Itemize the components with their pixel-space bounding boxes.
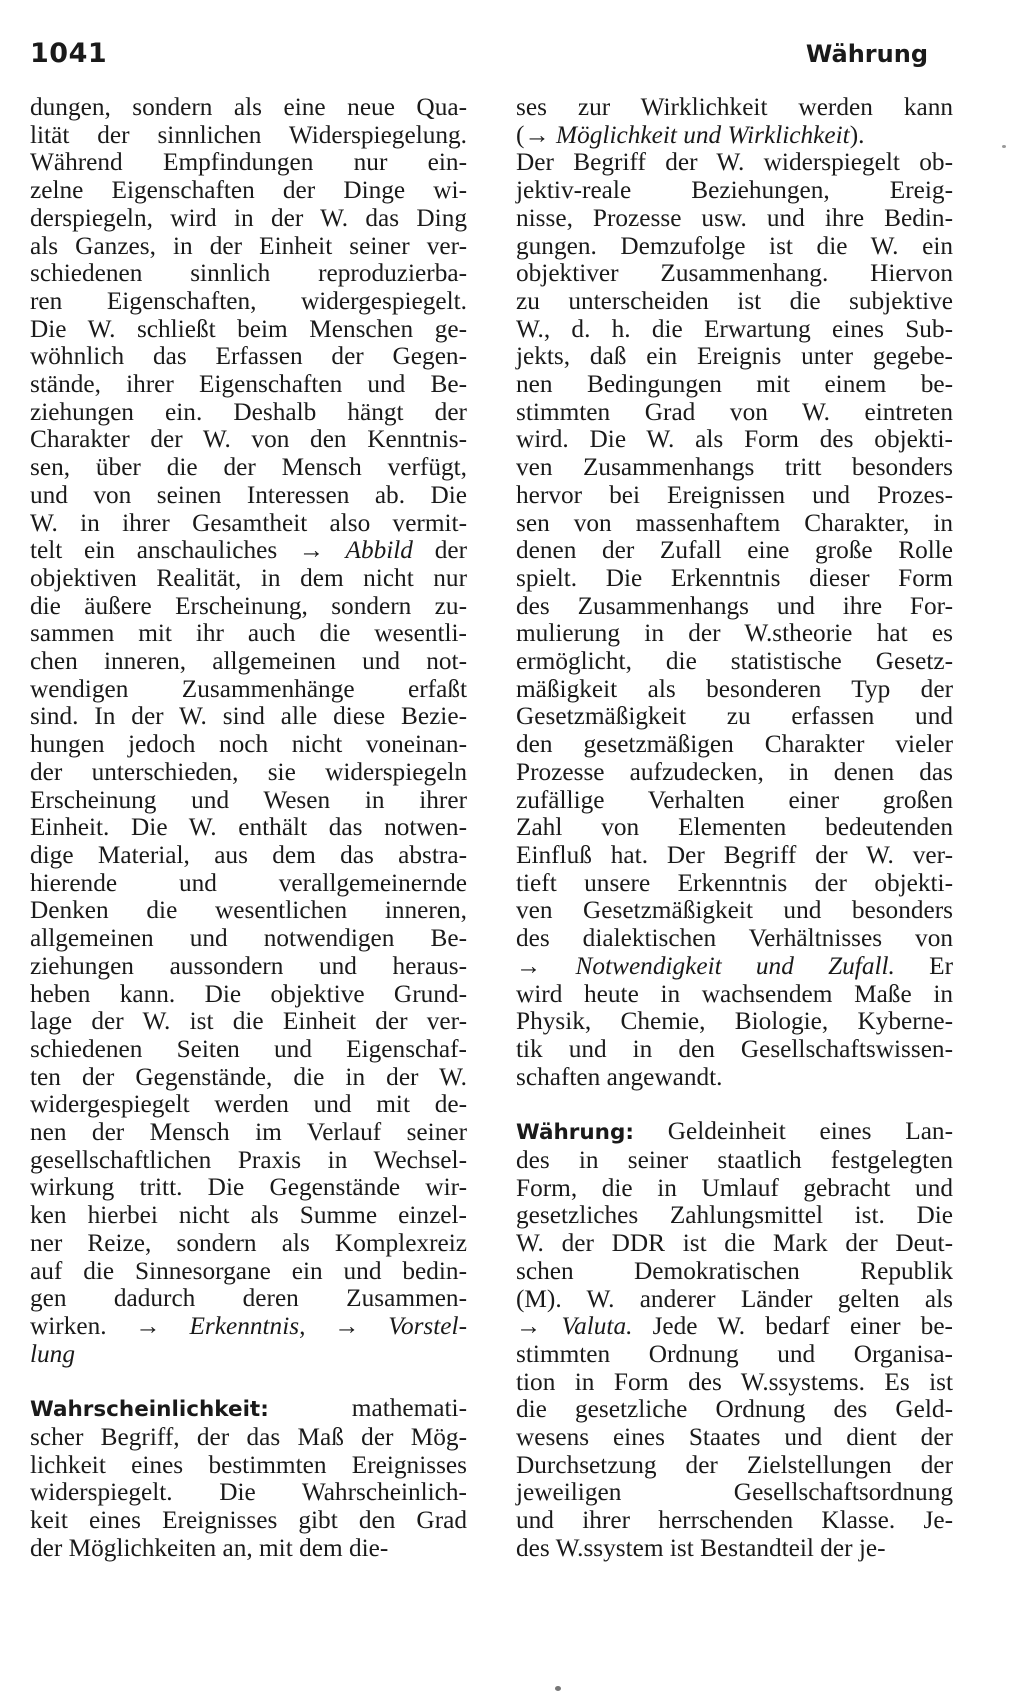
text-run: ven Gesetzmäßigkeit und besonders xyxy=(516,896,953,925)
text-run: Gesetzmäßigkeit zu erfassen und xyxy=(516,702,953,731)
text-run: nisse, Prozesse usw. und ihre Bedin- xyxy=(516,203,953,232)
text-line xyxy=(516,233,953,261)
text-line xyxy=(516,593,953,621)
text-line xyxy=(30,1258,467,1286)
text-line xyxy=(516,454,953,482)
text-run: stände, ihrer Eigenschaften und Be- xyxy=(30,370,467,399)
text-run: Einfluß hat. Der Begriff der W. ver- xyxy=(516,840,953,869)
text-line xyxy=(516,316,953,344)
text-run: Einheit. Die W. enthält das notwen- xyxy=(30,813,467,842)
text-line xyxy=(516,1507,953,1535)
cross-reference: → Notwendigkeit und Zufall. xyxy=(516,951,895,980)
text-line xyxy=(516,288,953,316)
text-run: hierende und verallgemeinernde xyxy=(30,868,467,897)
right-column xyxy=(516,94,953,1563)
text-run: schiedenen sinnlich reproduzierba- xyxy=(30,259,467,288)
entry-keyword: Währung: xyxy=(516,1120,634,1146)
text-line xyxy=(516,897,953,925)
text-run: wirken. xyxy=(30,1311,136,1340)
text-run: schiedenen Seiten und Eigenschaf- xyxy=(30,1034,467,1063)
text-line xyxy=(516,1258,953,1286)
text-line xyxy=(516,1369,953,1397)
text-line xyxy=(516,122,953,150)
page-number: 1041 xyxy=(30,38,108,69)
text-line xyxy=(30,233,467,261)
text-run: gungen. Demzufolge ist die W. ein xyxy=(516,231,953,260)
text-run: dige Material, aus dem das abstra- xyxy=(30,840,467,869)
text-run: allgemeinen und notwendigen Be- xyxy=(30,924,467,953)
text-line xyxy=(516,1341,953,1369)
text-line xyxy=(516,426,953,454)
text-run: denen der Zufall eine große Rolle xyxy=(516,536,953,565)
text-line xyxy=(30,1036,467,1064)
text-run: sen, über die der Mensch verfügt, xyxy=(30,453,467,482)
text-run: Durchsetzung der Zielstellungen der xyxy=(516,1450,953,1479)
text-line xyxy=(516,1452,953,1480)
text-run: lität der sinnlichen Widerspiegelung. xyxy=(30,120,467,149)
cross-reference: → Abbild xyxy=(298,536,413,565)
text-line xyxy=(30,122,467,150)
text-line xyxy=(30,1091,467,1119)
text-run: stimmten Ordnung und Organisa- xyxy=(516,1339,953,1368)
text-run: spielt. Die Erkenntnis dieser Form xyxy=(516,563,953,592)
text-run: wird heute in wachsendem Maße in xyxy=(516,979,953,1008)
text-line xyxy=(30,1395,467,1424)
text-run: der unterschieden, sie widerspiegeln xyxy=(30,757,467,786)
text-line xyxy=(516,842,953,870)
text-run: Die W. schließt beim Menschen ge- xyxy=(30,314,467,343)
cross-reference: → Möglichkeit und Wirklichkeit xyxy=(524,120,850,149)
text-line xyxy=(30,1313,467,1341)
text-line xyxy=(516,648,953,676)
text-line xyxy=(516,343,953,371)
text-run: ziehungen aussondern und heraus- xyxy=(30,951,467,980)
text-run: des W.ssystem ist Bestandteil der je- xyxy=(516,1533,886,1562)
text-run: auf die Sinnesorgane ein und bedin- xyxy=(30,1256,467,1285)
text-line xyxy=(30,149,467,177)
text-line xyxy=(30,454,467,482)
text-line xyxy=(30,565,467,593)
text-run: objektiver Zusammenhang. Hiervon xyxy=(516,259,953,288)
text-run: die gesetzliche Ordnung des Geld- xyxy=(516,1395,953,1424)
text-line xyxy=(30,897,467,925)
text-run: tion in Form des W.ssystems. Es ist xyxy=(516,1367,953,1396)
text-run: tieft unsere Erkenntnis der objekti- xyxy=(516,868,953,897)
text-run: Jede W. bedarf einer be- xyxy=(632,1312,953,1341)
text-run: hungen jedoch noch nicht voneinan- xyxy=(30,730,467,759)
text-line xyxy=(30,648,467,676)
text-run: (M). W. anderer Länder gelten als xyxy=(516,1284,953,1313)
text-run: nen der Mensch im Verlauf seiner xyxy=(30,1118,467,1147)
text-line xyxy=(516,1175,953,1203)
text-run: ken hierbei nicht als Summe einzel- xyxy=(30,1201,467,1230)
text-run: Er xyxy=(894,951,953,980)
text-line xyxy=(30,620,467,648)
text-run: der xyxy=(412,536,468,565)
text-line xyxy=(516,787,953,815)
text-run: stimmten Grad von W. eintreten xyxy=(516,397,953,426)
text-line xyxy=(30,842,467,870)
running-head: Währung xyxy=(805,40,928,68)
text-line xyxy=(516,1118,953,1147)
text-run: als Ganzes, in der Einheit seiner ver- xyxy=(30,231,467,260)
text-line xyxy=(30,288,467,316)
text-run: dungen, sondern als eine neue Qua- xyxy=(30,93,467,121)
left-column xyxy=(30,94,467,1563)
text-line xyxy=(516,510,953,538)
text-run: lichkeit eines bestimmten Ereignisses xyxy=(30,1450,467,1479)
text-line xyxy=(516,177,953,205)
text-line xyxy=(516,620,953,648)
text-run: ren Eigenschaften, widergespiegelt. xyxy=(30,286,467,315)
text-line xyxy=(30,981,467,1009)
text-line xyxy=(516,870,953,898)
text-run: des in seiner staatlich festgelegten xyxy=(516,1146,953,1175)
text-line xyxy=(30,1341,467,1369)
text-line xyxy=(516,1008,953,1036)
text-run: zufällige Verhalten einer großen xyxy=(516,785,953,814)
text-run: des Zusammenhangs und ihre For- xyxy=(516,591,953,620)
text-line xyxy=(516,205,953,233)
text-run: ). xyxy=(849,120,865,149)
text-line xyxy=(516,1479,953,1507)
text-run: jeweiligen Gesellschaftsordnung xyxy=(516,1478,953,1507)
text-line xyxy=(516,981,953,1009)
text-line xyxy=(30,1285,467,1313)
text-run: objektiven Realität, in dem nicht nur xyxy=(30,563,467,592)
text-run: Erscheinung und Wesen in ihrer xyxy=(30,785,467,814)
text-line xyxy=(516,1424,953,1452)
text-run: ( xyxy=(516,120,525,149)
text-line xyxy=(516,1230,953,1258)
text-line xyxy=(516,149,953,177)
text-run: ses zur Wirklichkeit werden kann xyxy=(516,93,953,121)
text-line xyxy=(30,870,467,898)
text-line xyxy=(30,399,467,427)
text-line xyxy=(30,1535,467,1563)
text-run: sind. In der W. sind alle diese Bezie- xyxy=(30,702,467,731)
text-line xyxy=(30,537,467,565)
text-run: gesetzliches Zahlungsmittel ist. Die xyxy=(516,1201,953,1230)
text-line xyxy=(30,759,467,787)
text-line xyxy=(516,1202,953,1230)
text-line xyxy=(30,703,467,731)
text-run: zu unterscheiden ist die subjektive xyxy=(516,286,953,315)
text-run: wendigen Zusammenhänge erfaßt xyxy=(30,674,467,703)
text-line xyxy=(30,787,467,815)
text-run: jektiv-reale Beziehungen, Ereig- xyxy=(516,176,953,205)
text-line xyxy=(516,1036,953,1064)
text-run: keit eines Ereignisses gibt den Grad xyxy=(30,1506,467,1535)
text-run: schen Demokratischen Republik xyxy=(516,1256,953,1285)
text-run: hervor bei Ereignissen und Prozes- xyxy=(516,480,953,509)
cross-reference: → Valuta. xyxy=(516,1312,633,1341)
text-run: Geldeinheit eines Lan- xyxy=(633,1117,953,1146)
text-run: mulierung in der W.stheorie hat es xyxy=(516,619,953,648)
text-run: widergespiegelt werden und mit de- xyxy=(30,1090,467,1119)
text-run: schaften angewandt. xyxy=(516,1062,723,1091)
text-line xyxy=(516,1064,953,1092)
text-line xyxy=(516,371,953,399)
text-run: mäßigkeit als besonderen Typ der xyxy=(516,674,953,703)
text-line xyxy=(30,205,467,233)
text-run: zelne Eigenschaften der Dinge wi- xyxy=(30,176,467,205)
text-line xyxy=(30,1452,467,1480)
text-line xyxy=(30,1008,467,1036)
text-run: ziehungen ein. Deshalb hängt der xyxy=(30,397,467,426)
text-run: wesens eines Staates und dient der xyxy=(516,1423,953,1452)
text-run: chen inneren, allgemeinen und not- xyxy=(30,647,467,676)
text-line xyxy=(516,260,953,288)
text-line xyxy=(30,371,467,399)
text-line xyxy=(516,1535,953,1563)
text-line xyxy=(516,703,953,731)
text-line xyxy=(516,1313,953,1341)
text-run: nen Bedingungen mit einem be- xyxy=(516,370,953,399)
text-line xyxy=(516,731,953,759)
text-line xyxy=(516,565,953,593)
text-run: wird. Die W. als Form des objekti- xyxy=(516,425,953,454)
text-run: sammen mit ihr auch die wesentli- xyxy=(30,619,467,648)
print-speck xyxy=(1002,145,1006,148)
text-line xyxy=(30,1230,467,1258)
text-run: wöhnlich das Erfassen der Gegen- xyxy=(30,342,467,371)
text-line xyxy=(30,1507,467,1535)
text-run: Zahl von Elementen bedeutenden xyxy=(516,813,953,842)
text-line xyxy=(30,1147,467,1175)
text-line xyxy=(516,1147,953,1175)
text-line xyxy=(30,1064,467,1092)
text-line xyxy=(30,1119,467,1147)
text-run: W., d. h. die Erwartung eines Sub- xyxy=(516,314,953,343)
text-run: jekts, daß ein Ereignis unter gegebe- xyxy=(516,342,953,371)
cross-reference: → Erkenntnis, → Vorstel- xyxy=(135,1311,467,1340)
text-line xyxy=(30,316,467,344)
text-line xyxy=(30,731,467,759)
entry-keyword: Wahrscheinlichkeit: xyxy=(30,1397,269,1423)
print-speck xyxy=(555,1686,561,1691)
text-line xyxy=(30,1479,467,1507)
text-line xyxy=(30,814,467,842)
text-run: Prozesse aufzudecken, in denen das xyxy=(516,757,953,786)
text-line xyxy=(516,1286,953,1314)
text-line xyxy=(30,1174,467,1202)
text-line xyxy=(30,94,467,122)
text-run: Der Begriff der W. widerspiegelt ob- xyxy=(516,148,953,177)
text-run: Form, die in Umlauf gebracht und xyxy=(516,1173,953,1202)
text-line xyxy=(516,925,953,953)
text-run: den gesetzmäßigen Charakter vieler xyxy=(516,730,953,759)
text-line xyxy=(30,593,467,621)
text-line xyxy=(516,399,953,427)
text-run: und ihrer herrschenden Klasse. Je- xyxy=(516,1506,953,1535)
text-line xyxy=(30,343,467,371)
text-run: widerspiegelt. Die Wahrscheinlich- xyxy=(30,1478,467,1507)
text-run: W. in ihrer Gesamtheit also vermit- xyxy=(30,508,467,537)
text-line xyxy=(516,676,953,704)
text-line xyxy=(30,1202,467,1230)
text-run: Denken die wesentlichen inneren, xyxy=(30,896,467,925)
text-line xyxy=(30,177,467,205)
text-line xyxy=(516,94,953,122)
text-run: ermöglicht, die statistische Gesetz- xyxy=(516,647,953,676)
text-run: des dialektischen Verhältnisses von xyxy=(516,924,953,953)
text-run: Während Empfindungen nur ein- xyxy=(30,148,467,177)
text-run: W. der DDR ist die Mark der Deut- xyxy=(516,1229,953,1258)
text-run: scher Begriff, der das Maß der Mög- xyxy=(30,1423,467,1452)
text-run: Charakter der W. von den Kenntnis- xyxy=(30,425,467,454)
text-line xyxy=(516,759,953,787)
text-run: sen von massenhaftem Charakter, in xyxy=(516,508,953,537)
text-line xyxy=(516,482,953,510)
text-line xyxy=(516,1396,953,1424)
text-run: gesellschaftlichen Praxis in Wechsel- xyxy=(30,1145,467,1174)
text-run: die äußere Erscheinung, sondern zu- xyxy=(30,591,467,620)
text-line xyxy=(516,953,953,981)
text-line xyxy=(30,510,467,538)
cross-reference: lung xyxy=(30,1339,75,1368)
text-line xyxy=(516,814,953,842)
text-line xyxy=(30,426,467,454)
text-run: ner Reize, sondern als Komplexreiz xyxy=(30,1228,467,1257)
text-line xyxy=(30,925,467,953)
text-run: wirkung tritt. Die Gegenstände wir- xyxy=(30,1173,467,1202)
text-run: mathemati- xyxy=(268,1394,467,1423)
text-line xyxy=(30,676,467,704)
text-run: derspiegeln, wird in der W. das Ding xyxy=(30,203,467,232)
text-run: tik und in den Gesellschaftswissen- xyxy=(516,1034,953,1063)
text-run: lage der W. ist die Einheit der ver- xyxy=(30,1007,467,1036)
text-run: heben kann. Die objektive Grund- xyxy=(30,979,467,1008)
text-run: gen dadurch deren Zusammen- xyxy=(30,1284,467,1313)
text-line xyxy=(30,260,467,288)
text-line xyxy=(30,953,467,981)
text-line xyxy=(30,482,467,510)
text-run: ven Zusammenhangs tritt besonders xyxy=(516,453,953,482)
text-run: der Möglichkeiten an, mit dem die- xyxy=(30,1533,389,1562)
text-line xyxy=(30,1424,467,1452)
text-run: Physik, Chemie, Biologie, Kyberne- xyxy=(516,1007,953,1036)
text-run: ten der Gegenstände, die in der W. xyxy=(30,1062,467,1091)
text-run: telt ein anschauliches xyxy=(30,536,299,565)
text-line xyxy=(516,537,953,565)
text-run: und von seinen Interessen ab. Die xyxy=(30,480,467,509)
